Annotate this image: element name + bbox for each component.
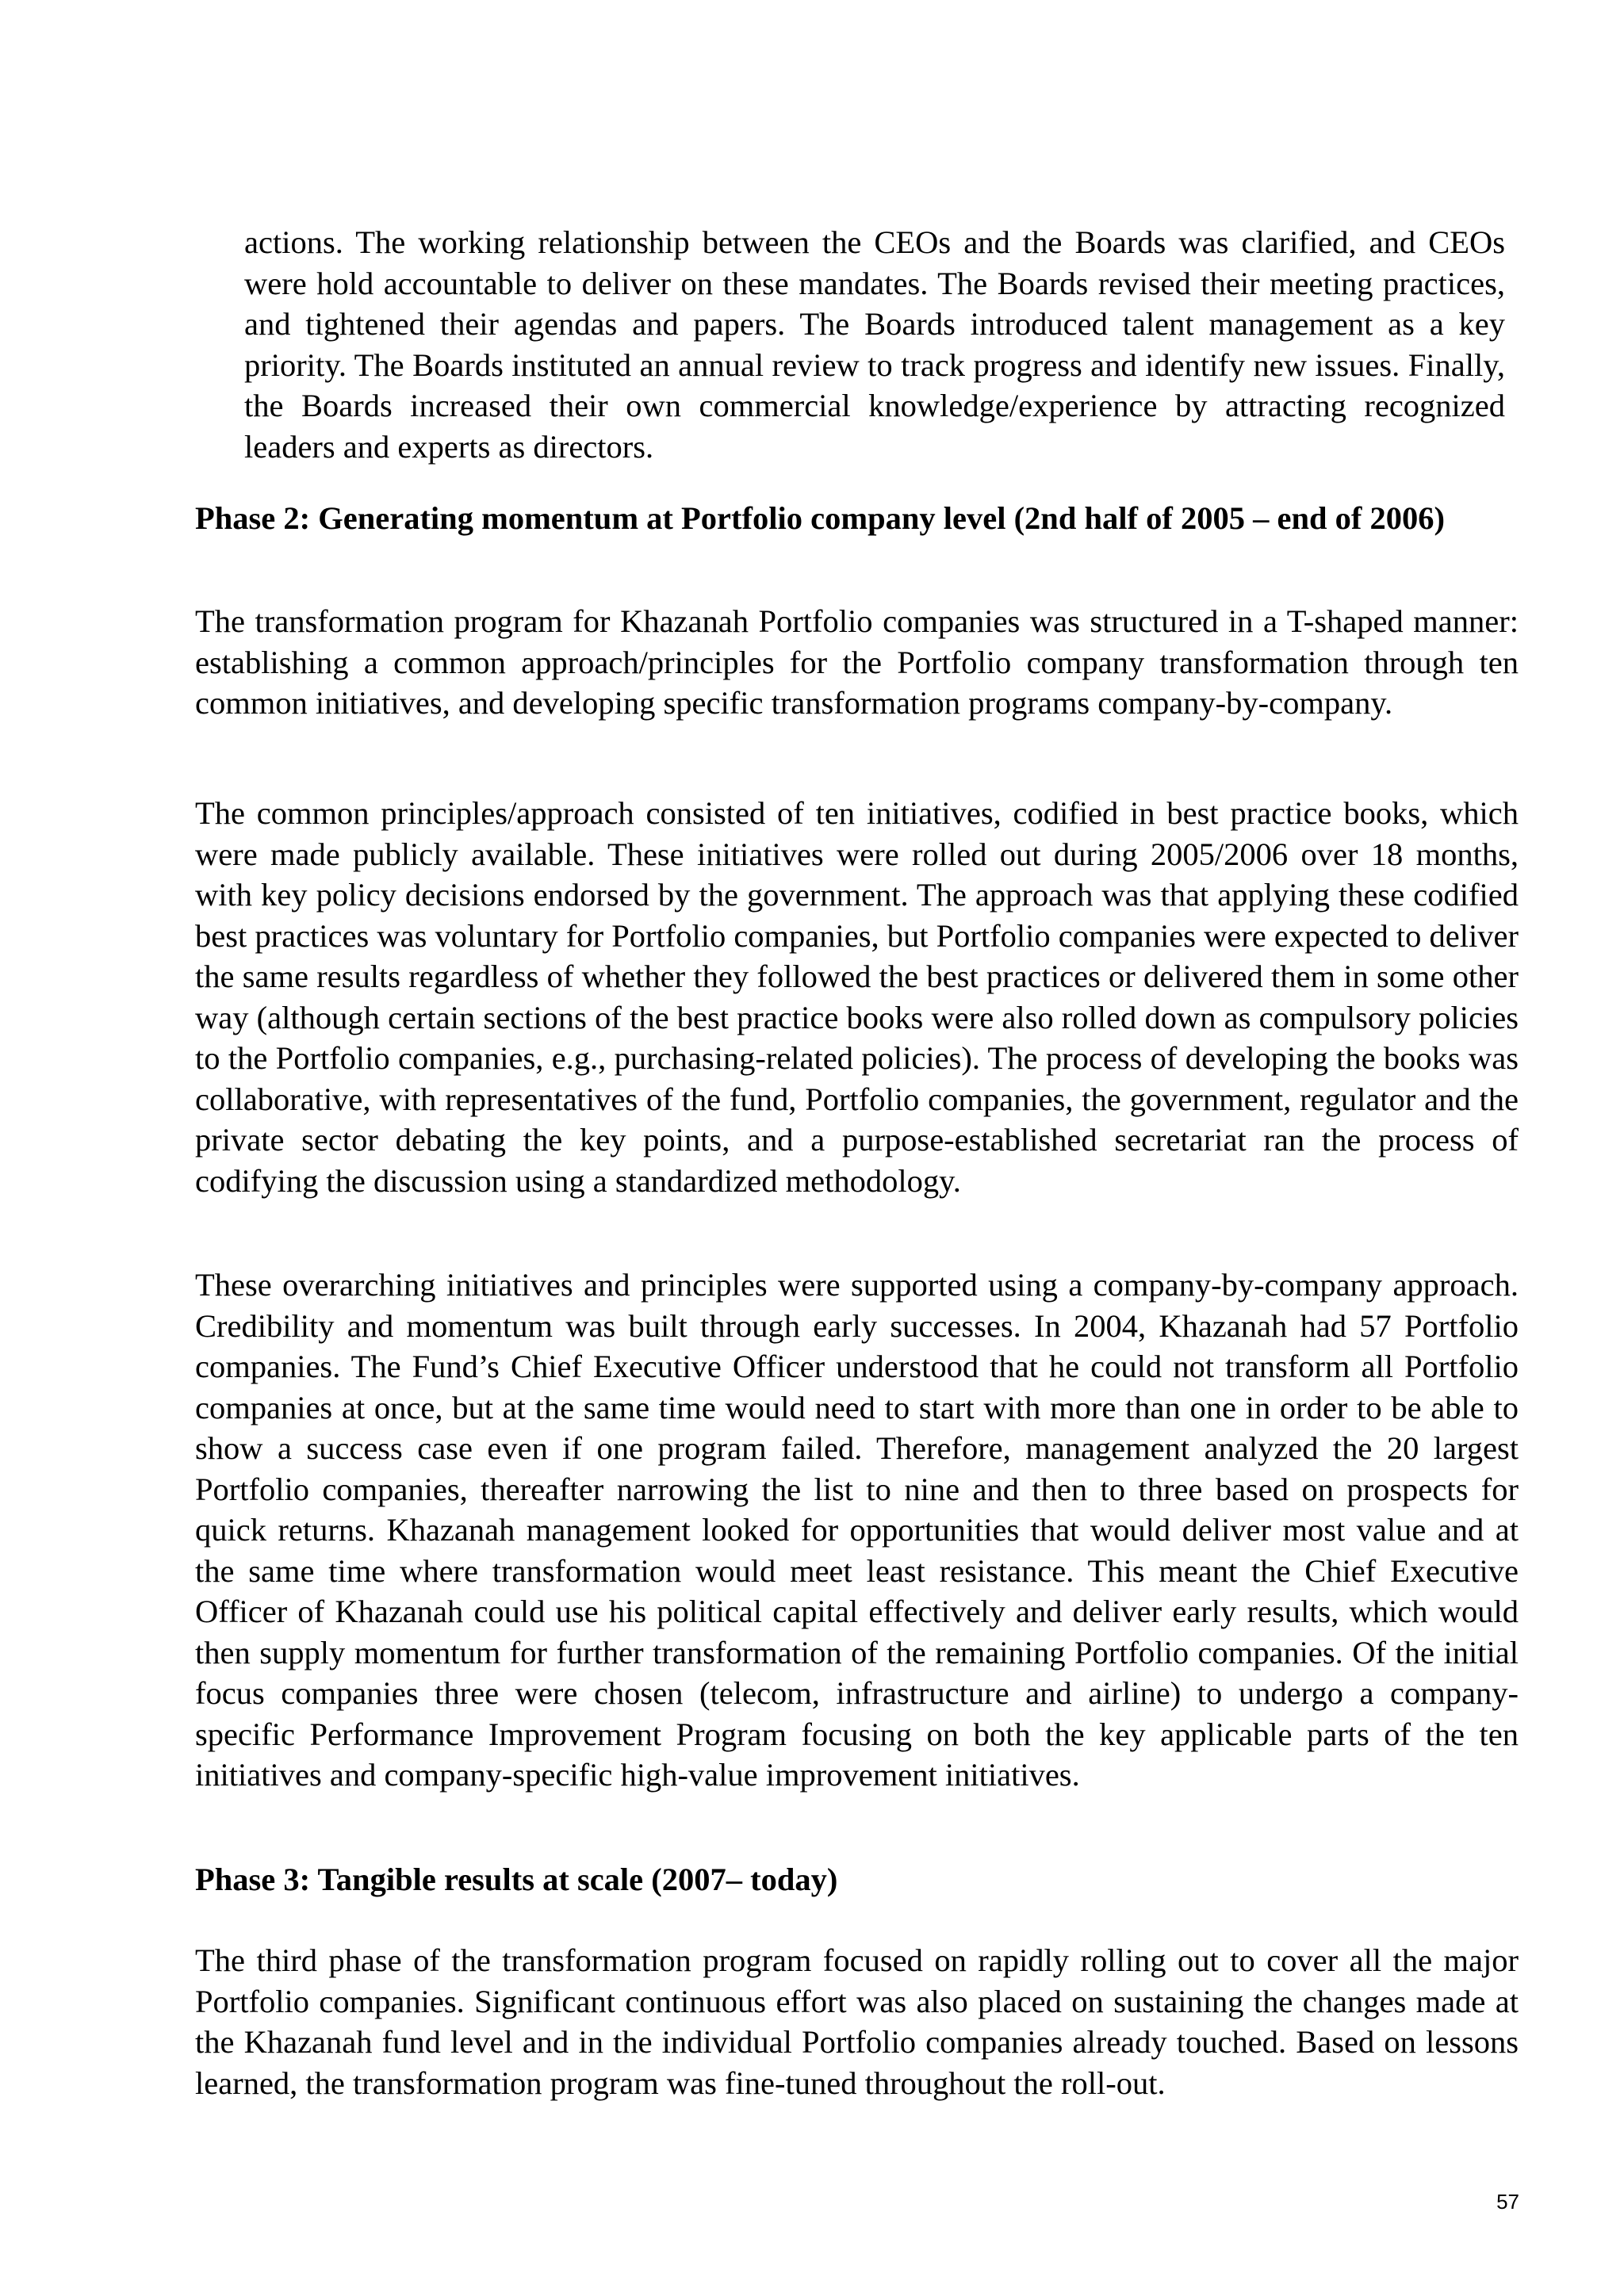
- continuation-paragraph: actions. The working relationship between the CEOs and the Boards was clarified, and CEOs were hold accountable to deliver on these mandates. The Boards revised their meeting practices, and tightened their agendas and papers. The Boards introduced talent management as a key priority. The Boards instituted an annual review to track progress and identify new issues. Finally, the Boards increased their own commercial knowledge/experience by attracting recognized leaders and experts as directors.: [244, 224, 1505, 465]
- phase-3-heading: Phase 3: Tangible results at scale (2007– today): [195, 1862, 838, 1897]
- phase-2-heading: Phase 2: Generating momentum at Portfolio company level (2nd half of 2005 – end of 2006): [195, 500, 1445, 536]
- page-number: 57: [1496, 2190, 1519, 2214]
- third-phase-paragraph: The third phase of the transformation program focused on rapidly rolling out to cover all the major Portfolio companies. Significant continuous effort was also placed on sustaining the changes made at the Khazanah fund level and in the individual Portfolio companies already touched. Based on lessons learned, the transformation program was fine-tuned throughout the roll-out.: [195, 1942, 1519, 2101]
- common-principles-paragraph: The common principles/approach consisted of ten initiatives, codified in best practice books, which were made publicly available. These initiatives were rolled out during 2005/2006 over 18 months, with key policy decisions endorsed by the government. The approach was that applying these codified best practices was voluntary for Portfolio companies, but Portfolio companies were expected to deliver the same results regardless of whether they followed the best practices or delivered them in some other way (although certain sections of the best practice books were also rolled down as compulsory policies to the Portfolio companies, e.g., purchasing-related policies). The process of developing the books was collaborative, with representatives of the fund, Portfolio companies, the government, regulator and the private sector debating the key points, and a purpose-established secretariat ran the process of codifying the discussion using a standardized methodology.: [195, 795, 1519, 1199]
- transformation-paragraph: The transformation program for Khazanah Portfolio companies was structured in a T-shaped manner: establishing a common approach/principles for the Portfolio company transformation through ten common initiatives, and developing specific transformation programs company-by-company.: [195, 603, 1519, 721]
- overarching-initiatives-paragraph: These overarching initiatives and principles were supported using a company-by-company approach. Credibility and momentum was built through early successes. In 2004, Khazanah had 57 Portfolio companies. The Fund’s Chief Executive Officer understood that he could not transform all Portfolio companies at once, but at the same time would need to start with more than one in order to be able to show a success case even if one program failed. Therefore, management analyzed the 20 largest Portfolio companies, thereafter narrowing the list to nine and then to three based on prospects for quick returns. Khazanah management looked for opportunities that would deliver most value and at the same time where transformation would meet least resistance. This meant the Chief Executive Officer of Khazanah could use his political capital effectively and deliver early results, which would then supply momentum for further transformation of the remaining Portfolio companies. Of the initial focus companies three were chosen (telecom, infrastructure and airline) to undergo a company-specific Performance Improvement Program focusing on both the key applicable parts of the ten initiatives and company-specific high-value improvement initiatives.: [195, 1267, 1519, 1793]
